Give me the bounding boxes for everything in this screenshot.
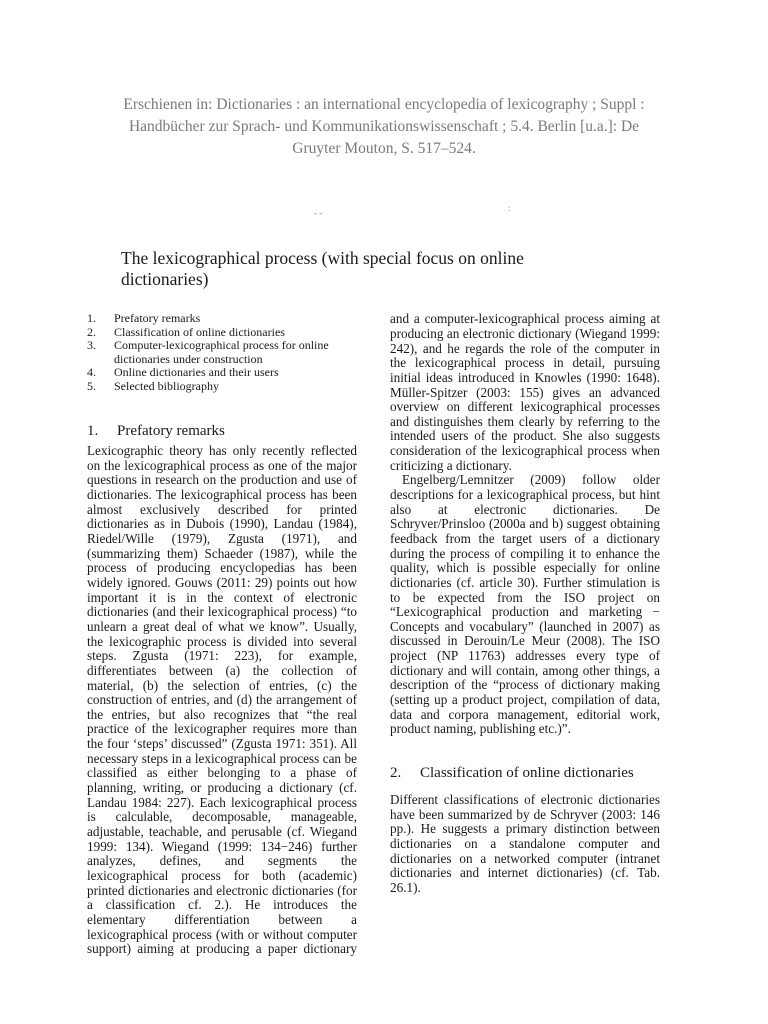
- right-body: [390, 312, 660, 992]
- section-2-paragraph-1: Different classifications of electronic dictionaries have been summarized by de Schryver (2003: 146 pp.). He suggests a primary distinction between dictionaries on a standalone computer and dictionaries on a networked computer (intranet dictionaries and internet dictionaries) (cf. Tab. 26.1).: [390, 792, 660, 895]
- toc-item: 3. Computer-lexicographical process for online dictionaries under construction: [87, 338, 329, 366]
- header-line-1: Erschienen in: Dictionaries : an international encyclopedia of lexicography ; Suppl :: [123, 96, 645, 113]
- left-column: [87, 312, 357, 454]
- toc-item: 4. Online dictionaries and their users: [87, 365, 279, 379]
- left-body: [87, 444, 357, 957]
- section-1-paragraph-1: Lexicographic theory has only recently reflected on the lexicographical process as one of the major questions in research on the production and use of dictionaries. The lexicographical process has been almost exclusively described for printed dictionaries as in Dubois (1990), Landau (1984), Riedel/Wille (1979), Zgusta (1971), and (summarizing them) Schaeder (1987), while the process of producing encyclopedias has been widely ignored. Gouws (2011: 29) points out how important it is in the context of electronic dictionaries (and their lexicographical process) “to unlearn a great deal of what we know”. Usually, the lexicographic process is divided into several steps. Zgusta (1971: 223), for example, differentiates between (a) the collection of material, (b) the selection of entries, (c) the construction of entries, and (d) the arrangement of the entries, but also recognizes that “the real practice of the lexicographer requires more than the four ‘steps’ discussed” (Zgusta 1971: 351). All necessary steps in a lexicographical process can be classified as either belonging to a phase of planning, writing, or producing a dictionary (cf. Landau 1984: 227). Each lexicographical process is calculable, decomposable, manageable, adjustable, teachable, and perusable (cf. Wiegand 1999: 134). Wiegand (1999: 134−246) further analyzes, defines, and segments the lexicographical process for both (academic) printed dictionaries and electronic dictionaries (for a classification cf. 2.). He introduces the elementary differentiation between a lexicographical process (with or without computer support) aiming at producing a paper dictionary: [87, 444, 357, 957]
- publication-header: [60, 94, 708, 160]
- toc-item: 2. Classification of online dictionaries: [87, 324, 285, 339]
- header-line-3: Gruyter Mouton, S. 517–524.: [292, 140, 476, 157]
- scan-mark-right: :: [508, 203, 511, 213]
- section-1-paragraph-2: Engelberg/Lemnitzer (2009) follow older descriptions for a lexicographical process, but hint also at electronic dictionaries. De Schryver/Prinsloo (2000a and b) suggest obtaining feedback from the target users of a dictionary during the process of compiling it to enhance the quality, which is possible especially for online dictionaries (cf. article 30). Further stimulation is to be expected from the ISO project on “Lexicographical production and marketing − Concepts and vocabulary” (launched in 2007) as discussed in Derouin/Le Meur (2008). The ISO project (NP 11763) addresses every type of dictionary and will contain, among other things, a description of the “process of dictionary making (setting up a product project, compilation of data, data and corpora management, editorial work, product naming, publishing etc.)”.: [390, 472, 660, 737]
- scan-mark-left: - -: [314, 208, 323, 218]
- section-1-heading: 1. Prefatory remarks: [87, 423, 225, 439]
- header-line-2: Handbücher zur Sprach- und Kommunikationswissenschaft ; 5.4. Berlin [u.a.]: De: [128, 118, 640, 135]
- article-title: The lexicographical process (with special focus on online dictionaries): [121, 248, 524, 289]
- section-1-paragraph-1-continued: and a computer-lexicographical process aiming at producing an electronic dictionary (Wiegand 1999: 242), and he regards the role of the computer in the lexicographical process in detail, pursuing initial ideas introduced in Knowles (1990: 1648). Müller-Spitzer (2003: 155) gives an advanced overview on different lexicographical processes and distinguishes them clearly by referring to the intended users of the product. She also suggests consideration of the lexicographical process when criticizing a dictionary.: [390, 312, 660, 473]
- toc-item: 5. Selected bibliography: [87, 378, 219, 393]
- section-2-heading: 2. Classification of online dictionaries: [390, 765, 634, 782]
- table-of-contents: [87, 312, 357, 393]
- toc-item: 1. Prefatory remarks: [87, 311, 201, 325]
